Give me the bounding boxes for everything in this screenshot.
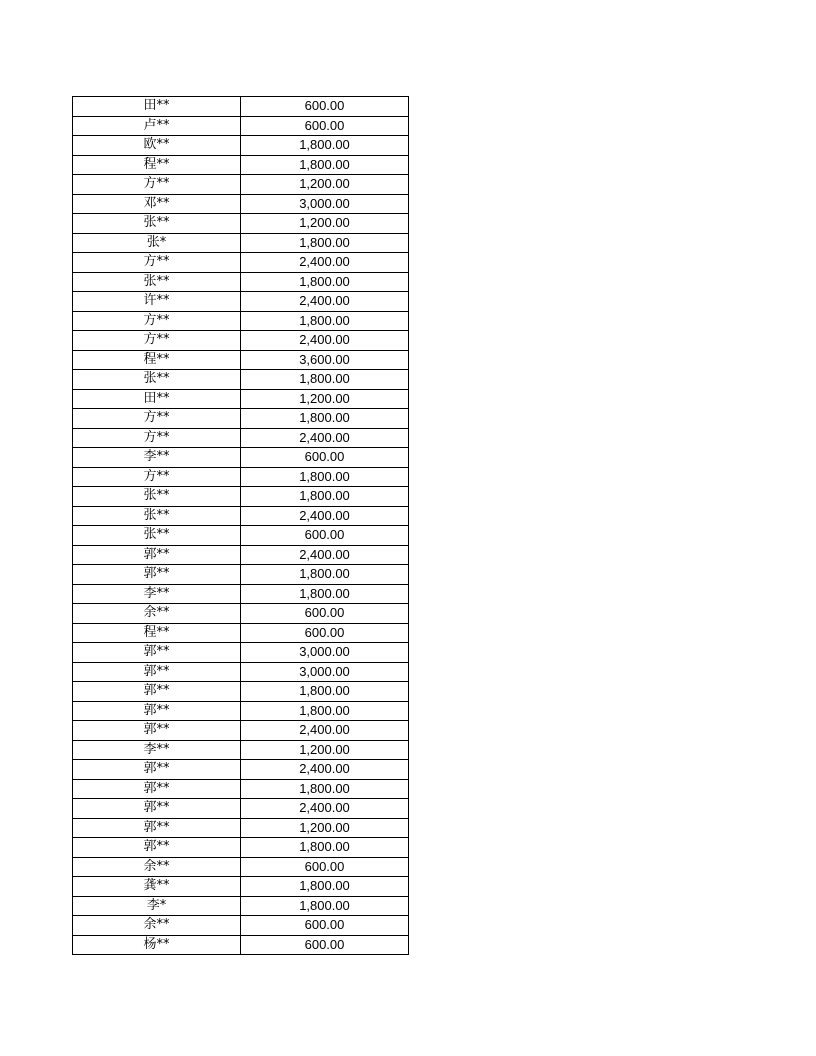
- amount-cell: 1,800.00: [241, 370, 409, 390]
- name-cell: 郭**: [73, 701, 241, 721]
- name-cell: 方**: [73, 409, 241, 429]
- amount-cell: 3,000.00: [241, 662, 409, 682]
- name-cell: 郭**: [73, 838, 241, 858]
- name-cell: 李**: [73, 584, 241, 604]
- name-cell: 程**: [73, 155, 241, 175]
- amount-cell: 1,800.00: [241, 233, 409, 253]
- table-row: [73, 760, 409, 780]
- amount-cell: 600.00: [241, 116, 409, 136]
- amount-cell: 2,400.00: [241, 545, 409, 565]
- table-row: [73, 116, 409, 136]
- table-row: [73, 155, 409, 175]
- name-cell: 张**: [73, 370, 241, 390]
- name-cell: 余**: [73, 604, 241, 624]
- amount-cell: 3,600.00: [241, 350, 409, 370]
- name-cell: 杨**: [73, 935, 241, 955]
- table-row: [73, 526, 409, 546]
- table-row: [73, 935, 409, 955]
- amount-cell: 1,800.00: [241, 272, 409, 292]
- table-row: [73, 448, 409, 468]
- table-row: [73, 643, 409, 663]
- amount-cell: 1,800.00: [241, 682, 409, 702]
- amount-cell: 2,400.00: [241, 428, 409, 448]
- amount-cell: 600.00: [241, 448, 409, 468]
- amount-cell: 3,000.00: [241, 194, 409, 214]
- amount-cell: 600.00: [241, 604, 409, 624]
- name-cell: 郭**: [73, 818, 241, 838]
- name-cell: 龚**: [73, 877, 241, 897]
- name-cell: 郭**: [73, 721, 241, 741]
- table-row: [73, 136, 409, 156]
- name-cell: 郭**: [73, 682, 241, 702]
- name-cell: 程**: [73, 623, 241, 643]
- name-cell: 许**: [73, 292, 241, 312]
- name-cell: 郭**: [73, 799, 241, 819]
- table-row: [73, 331, 409, 351]
- name-cell: 张**: [73, 506, 241, 526]
- amount-cell: 1,800.00: [241, 584, 409, 604]
- amount-cell: 2,400.00: [241, 760, 409, 780]
- table-row: [73, 272, 409, 292]
- name-cell: 张**: [73, 487, 241, 507]
- name-cell: 田**: [73, 389, 241, 409]
- table-row: [73, 565, 409, 585]
- table-row: [73, 623, 409, 643]
- table-row: [73, 389, 409, 409]
- name-cell: 郭**: [73, 760, 241, 780]
- name-cell: 张**: [73, 526, 241, 546]
- name-cell: 方**: [73, 175, 241, 195]
- table-row: [73, 740, 409, 760]
- table-row: [73, 662, 409, 682]
- table-row: [73, 584, 409, 604]
- name-cell: 方**: [73, 331, 241, 351]
- amount-cell: 600.00: [241, 857, 409, 877]
- amount-cell: 1,200.00: [241, 175, 409, 195]
- name-cell: 李*: [73, 896, 241, 916]
- table-row: [73, 175, 409, 195]
- name-cell: 余**: [73, 857, 241, 877]
- table-row: [73, 214, 409, 234]
- amount-cell: 1,800.00: [241, 565, 409, 585]
- amount-cell: 2,400.00: [241, 721, 409, 741]
- table-row: [73, 292, 409, 312]
- table-row: [73, 838, 409, 858]
- table-row: [73, 701, 409, 721]
- name-cell: 李**: [73, 448, 241, 468]
- table-row: [73, 916, 409, 936]
- payment-table: [72, 96, 409, 955]
- table-row: [73, 253, 409, 273]
- amount-cell: 1,200.00: [241, 740, 409, 760]
- amount-cell: 1,800.00: [241, 409, 409, 429]
- name-cell: 方**: [73, 311, 241, 331]
- amount-cell: 600.00: [241, 916, 409, 936]
- amount-cell: 1,800.00: [241, 155, 409, 175]
- amount-cell: 1,800.00: [241, 838, 409, 858]
- name-cell: 方**: [73, 467, 241, 487]
- amount-cell: 1,200.00: [241, 818, 409, 838]
- name-cell: 田**: [73, 97, 241, 117]
- table-row: [73, 779, 409, 799]
- name-cell: 余**: [73, 916, 241, 936]
- table-row: [73, 487, 409, 507]
- amount-cell: 1,800.00: [241, 701, 409, 721]
- table-row: [73, 818, 409, 838]
- name-cell: 欧**: [73, 136, 241, 156]
- table-row: [73, 545, 409, 565]
- table-row: [73, 604, 409, 624]
- name-cell: 程**: [73, 350, 241, 370]
- amount-cell: 1,800.00: [241, 467, 409, 487]
- table-row: [73, 506, 409, 526]
- amount-cell: 600.00: [241, 97, 409, 117]
- amount-cell: 2,400.00: [241, 799, 409, 819]
- table-row: [73, 97, 409, 117]
- table-row: [73, 799, 409, 819]
- name-cell: 郭**: [73, 779, 241, 799]
- name-cell: 郭**: [73, 565, 241, 585]
- table-row: [73, 409, 409, 429]
- table-row: [73, 428, 409, 448]
- payment-table-body: [73, 97, 409, 955]
- table-row: [73, 721, 409, 741]
- amount-cell: 1,800.00: [241, 877, 409, 897]
- amount-cell: 1,800.00: [241, 779, 409, 799]
- table-row: [73, 194, 409, 214]
- amount-cell: 3,000.00: [241, 643, 409, 663]
- table-row: [73, 311, 409, 331]
- name-cell: 卢**: [73, 116, 241, 136]
- table-row: [73, 857, 409, 877]
- name-cell: 郭**: [73, 643, 241, 663]
- amount-cell: 1,800.00: [241, 896, 409, 916]
- amount-cell: 600.00: [241, 526, 409, 546]
- name-cell: 邓**: [73, 194, 241, 214]
- name-cell: 郭**: [73, 545, 241, 565]
- table-row: [73, 467, 409, 487]
- amount-cell: 2,400.00: [241, 292, 409, 312]
- name-cell: 张*: [73, 233, 241, 253]
- name-cell: 李**: [73, 740, 241, 760]
- amount-cell: 600.00: [241, 623, 409, 643]
- table-row: [73, 896, 409, 916]
- table-row: [73, 233, 409, 253]
- table-row: [73, 682, 409, 702]
- name-cell: 方**: [73, 253, 241, 273]
- amount-cell: 1,200.00: [241, 214, 409, 234]
- table-row: [73, 877, 409, 897]
- table-row: [73, 370, 409, 390]
- amount-cell: 1,800.00: [241, 487, 409, 507]
- amount-cell: 600.00: [241, 935, 409, 955]
- name-cell: 张**: [73, 214, 241, 234]
- amount-cell: 1,800.00: [241, 136, 409, 156]
- amount-cell: 1,800.00: [241, 311, 409, 331]
- table-row: [73, 350, 409, 370]
- amount-cell: 2,400.00: [241, 253, 409, 273]
- amount-cell: 2,400.00: [241, 331, 409, 351]
- amount-cell: 1,200.00: [241, 389, 409, 409]
- amount-cell: 2,400.00: [241, 506, 409, 526]
- name-cell: 郭**: [73, 662, 241, 682]
- name-cell: 方**: [73, 428, 241, 448]
- name-cell: 张**: [73, 272, 241, 292]
